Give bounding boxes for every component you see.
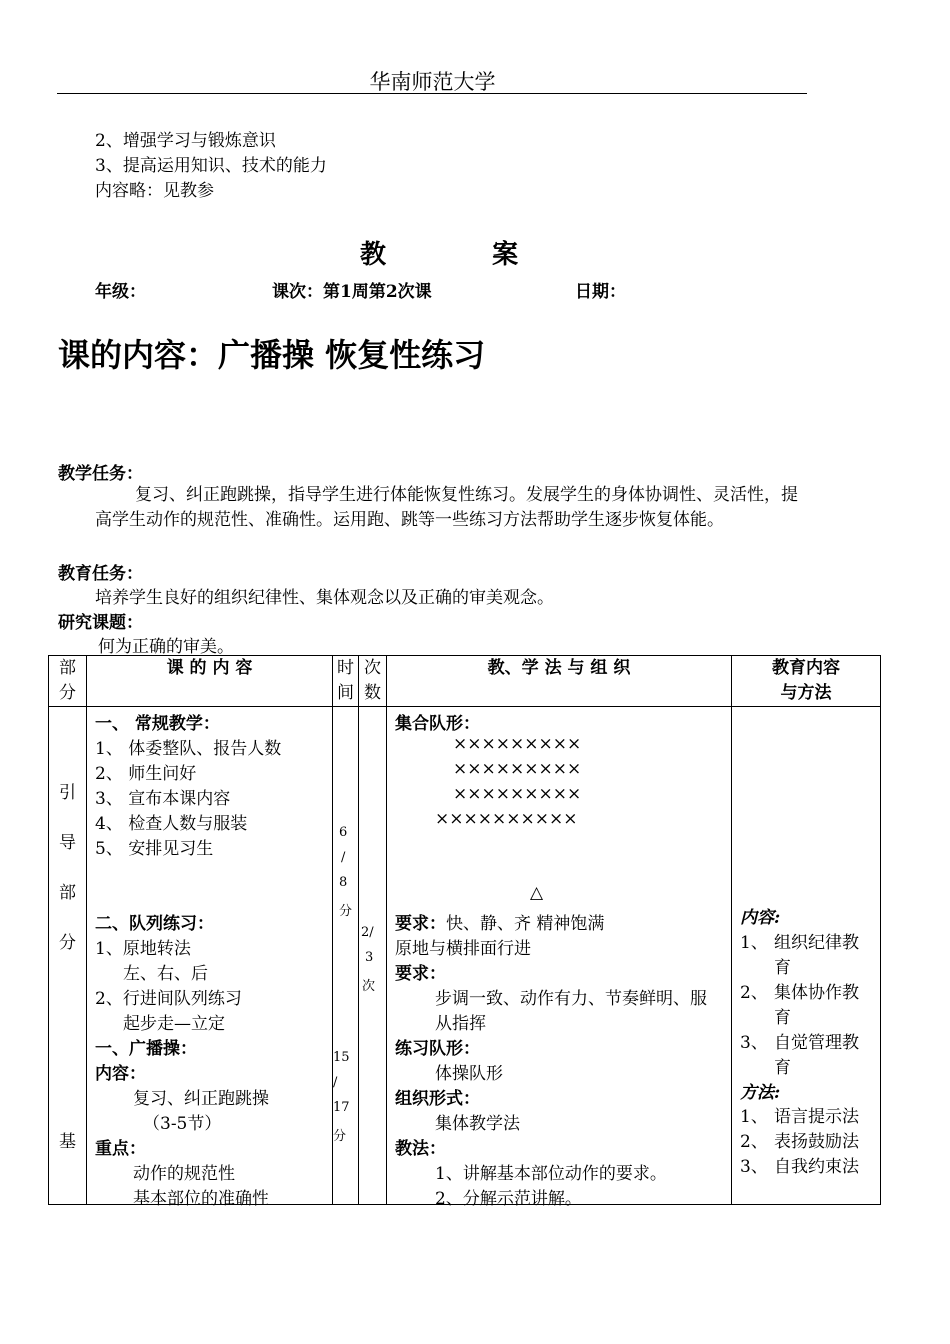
- header-time: [333, 656, 359, 707]
- formation-row-3: ×××××××××: [453, 784, 582, 804]
- table-body-row: [49, 707, 881, 1205]
- formation-label: 集合队形：: [395, 714, 480, 734]
- edu-item-2-b: 育: [774, 1008, 791, 1028]
- content-line-14: 复习、纠正跑跳操: [133, 1089, 269, 1109]
- org-text: 集体教学法: [435, 1114, 520, 1134]
- edu-item-1-num: 1、: [740, 933, 768, 953]
- education-task-label: 教育任务：: [58, 564, 143, 584]
- content-line-12: 一、广播操：: [95, 1039, 197, 1059]
- header-edu-1: 教育内容: [772, 658, 840, 678]
- grade-label: 年级：: [95, 282, 146, 302]
- req2-text-2: 从指挥: [435, 1014, 486, 1034]
- teach-label: 教法：: [395, 1139, 446, 1159]
- content-line-13: 内容：: [95, 1064, 146, 1084]
- content-line-17: 动作的规范性: [133, 1164, 235, 1184]
- edu-method-3: 自我约束法: [774, 1157, 859, 1177]
- header-edu-2: 与方法: [780, 683, 832, 703]
- edu-item-3-a: 自觉管理教: [774, 1033, 859, 1053]
- time-cell: [333, 707, 359, 1205]
- header-time-2: 间: [337, 683, 354, 703]
- content-line-1: 一、 常规教学：: [95, 714, 220, 734]
- req1-text: 快、静、齐 精神饱满: [446, 914, 605, 934]
- edu-item-3-num: 3、: [740, 1033, 768, 1053]
- intro-line-1: 2、增强学习与锻炼意识: [95, 131, 276, 151]
- part-char-1: 引: [59, 783, 76, 803]
- content-line-18: 基本部位的准确性: [133, 1189, 269, 1209]
- edu-item-3-b: 育: [774, 1058, 791, 1078]
- content-line-10: 2、行进间队列练习: [95, 989, 242, 1009]
- header-part-1: 部: [59, 658, 76, 678]
- content-line-9: 左、右、后: [123, 964, 208, 984]
- march-line: 原地与横排面行进: [395, 939, 531, 959]
- date-label: 日期：: [575, 282, 626, 302]
- count-cell: [359, 707, 387, 1205]
- edu-item-2-a: 集体协作教: [774, 983, 859, 1003]
- req1-line: [395, 909, 604, 934]
- research-label: 研究课题：: [58, 613, 143, 633]
- time-b-4: 分: [333, 1129, 347, 1144]
- education-task-text: 培养学生良好的组织纪律性、集体观念以及正确的审美观念。: [95, 588, 554, 608]
- content-line-5: 4、 检查人数与服装: [95, 814, 248, 834]
- count-3: 次: [362, 979, 376, 994]
- content-line-4: 3、 宣布本课内容: [95, 789, 231, 809]
- teaching-task-text: 复习、纠正跑跳操，指导学生进行体能恢复性练习。发展学生的身体协调性、灵活性，提高学生动作的规范性、准确性。运用跑、跳等一些练习方法帮助学生逐步恢复体能。: [95, 485, 798, 530]
- header-edu: [732, 656, 881, 707]
- edu-item-1-a: 组织纪律教: [774, 933, 859, 953]
- edu-method-1-num: 1、: [740, 1107, 768, 1127]
- lesson-content-heading: 课的内容：广播操 恢复性练习: [58, 336, 486, 374]
- time-b-2: /: [333, 1075, 338, 1090]
- header-part: [49, 656, 87, 707]
- doc-title-right: 案: [492, 240, 519, 270]
- content-line-8: 1、原地转法: [95, 939, 191, 959]
- lesson-label: 课次：第1周第2次课: [272, 282, 432, 302]
- method-cell: [387, 707, 732, 1209]
- header-count: [359, 656, 387, 707]
- req2-text-1: 步调一致、动作有力、节奏鲜明、服: [435, 989, 707, 1009]
- header-time-1: 时: [337, 658, 354, 678]
- teaching-task-label: 教学任务：: [58, 464, 143, 484]
- edu-method-label: 方法:: [740, 1083, 781, 1103]
- edu-content-label: 内容:: [740, 908, 781, 928]
- header-rule: [57, 93, 807, 94]
- edu-method-2-num: 2、: [740, 1132, 768, 1152]
- time-b-3: 17: [333, 1100, 350, 1115]
- time-b-1: 15: [333, 1050, 350, 1065]
- header-content: [87, 656, 333, 707]
- header-content-label: 课 的 内 容: [166, 658, 253, 678]
- time-a-2: /: [341, 850, 346, 865]
- count-2: 3: [365, 950, 374, 965]
- research-text: 何为正确的审美。: [98, 637, 234, 657]
- teach-2: 2、分解示范讲解。: [435, 1189, 582, 1209]
- formation-row-2: ×××××××××: [453, 759, 582, 779]
- edu-method-2: 表扬鼓励法: [774, 1132, 859, 1152]
- time-a-3: 8: [339, 875, 348, 890]
- formation-row-1: ×××××××××: [453, 734, 582, 754]
- part-char-2: 导: [59, 833, 76, 853]
- intro-line-3: 内容略：见教参: [95, 181, 214, 201]
- intro-line-2: 3、提高运用知识、技术的能力: [95, 156, 327, 176]
- table-header-row: [49, 656, 881, 707]
- edu-item-1-b: 育: [774, 958, 791, 978]
- edu-method-1: 语言提示法: [774, 1107, 859, 1127]
- header-part-2: 分: [59, 683, 76, 703]
- part-char-5: 基: [59, 1132, 76, 1152]
- page-header-title: 华南师范大学: [369, 70, 496, 94]
- part-cell: [49, 707, 87, 1205]
- teach-1: 1、讲解基本部位动作的要求。: [435, 1164, 667, 1184]
- header-count-2: 数: [364, 683, 381, 703]
- content-line-11: 起步走—立定: [123, 1014, 225, 1034]
- req2-label: 要求：: [395, 964, 446, 984]
- practice-label: 练习队形：: [395, 1039, 480, 1059]
- count-1: 2/: [361, 925, 374, 940]
- practice-text: 体操队形: [435, 1064, 503, 1084]
- header-method: [387, 656, 732, 707]
- edu-item-2-num: 2、: [740, 983, 768, 1003]
- content-cell: [87, 707, 333, 1209]
- req1-label: 要求：: [395, 914, 446, 934]
- content-line-16: 重点：: [95, 1139, 146, 1159]
- part-char-3: 部: [59, 883, 76, 903]
- content-line-7: 二、队列练习：: [95, 914, 214, 934]
- time-a-4: 分: [339, 904, 353, 919]
- doc-title-left: 教: [360, 240, 387, 270]
- part-char-4: 分: [59, 933, 76, 953]
- header-method-label: 教、学 法 与 组 织: [487, 658, 631, 678]
- lesson-plan-table: [48, 655, 881, 1209]
- time-a-1: 6: [339, 825, 348, 840]
- teacher-triangle-icon: △: [530, 883, 544, 903]
- content-line-15: （3-5节）: [143, 1114, 222, 1134]
- content-line-6: 5、 安排见习生: [95, 839, 214, 859]
- org-label: 组织形式：: [395, 1089, 480, 1109]
- content-line-2: 1、 体委整队、报告人数: [95, 739, 282, 759]
- doc-title: [360, 234, 518, 271]
- formation-row-4: ××××××××××: [435, 809, 578, 829]
- edu-cell: [732, 707, 881, 1205]
- content-line-3: 2、 师生问好: [95, 764, 197, 784]
- edu-method-3-num: 3、: [740, 1157, 768, 1177]
- header-count-1: 次: [364, 658, 381, 678]
